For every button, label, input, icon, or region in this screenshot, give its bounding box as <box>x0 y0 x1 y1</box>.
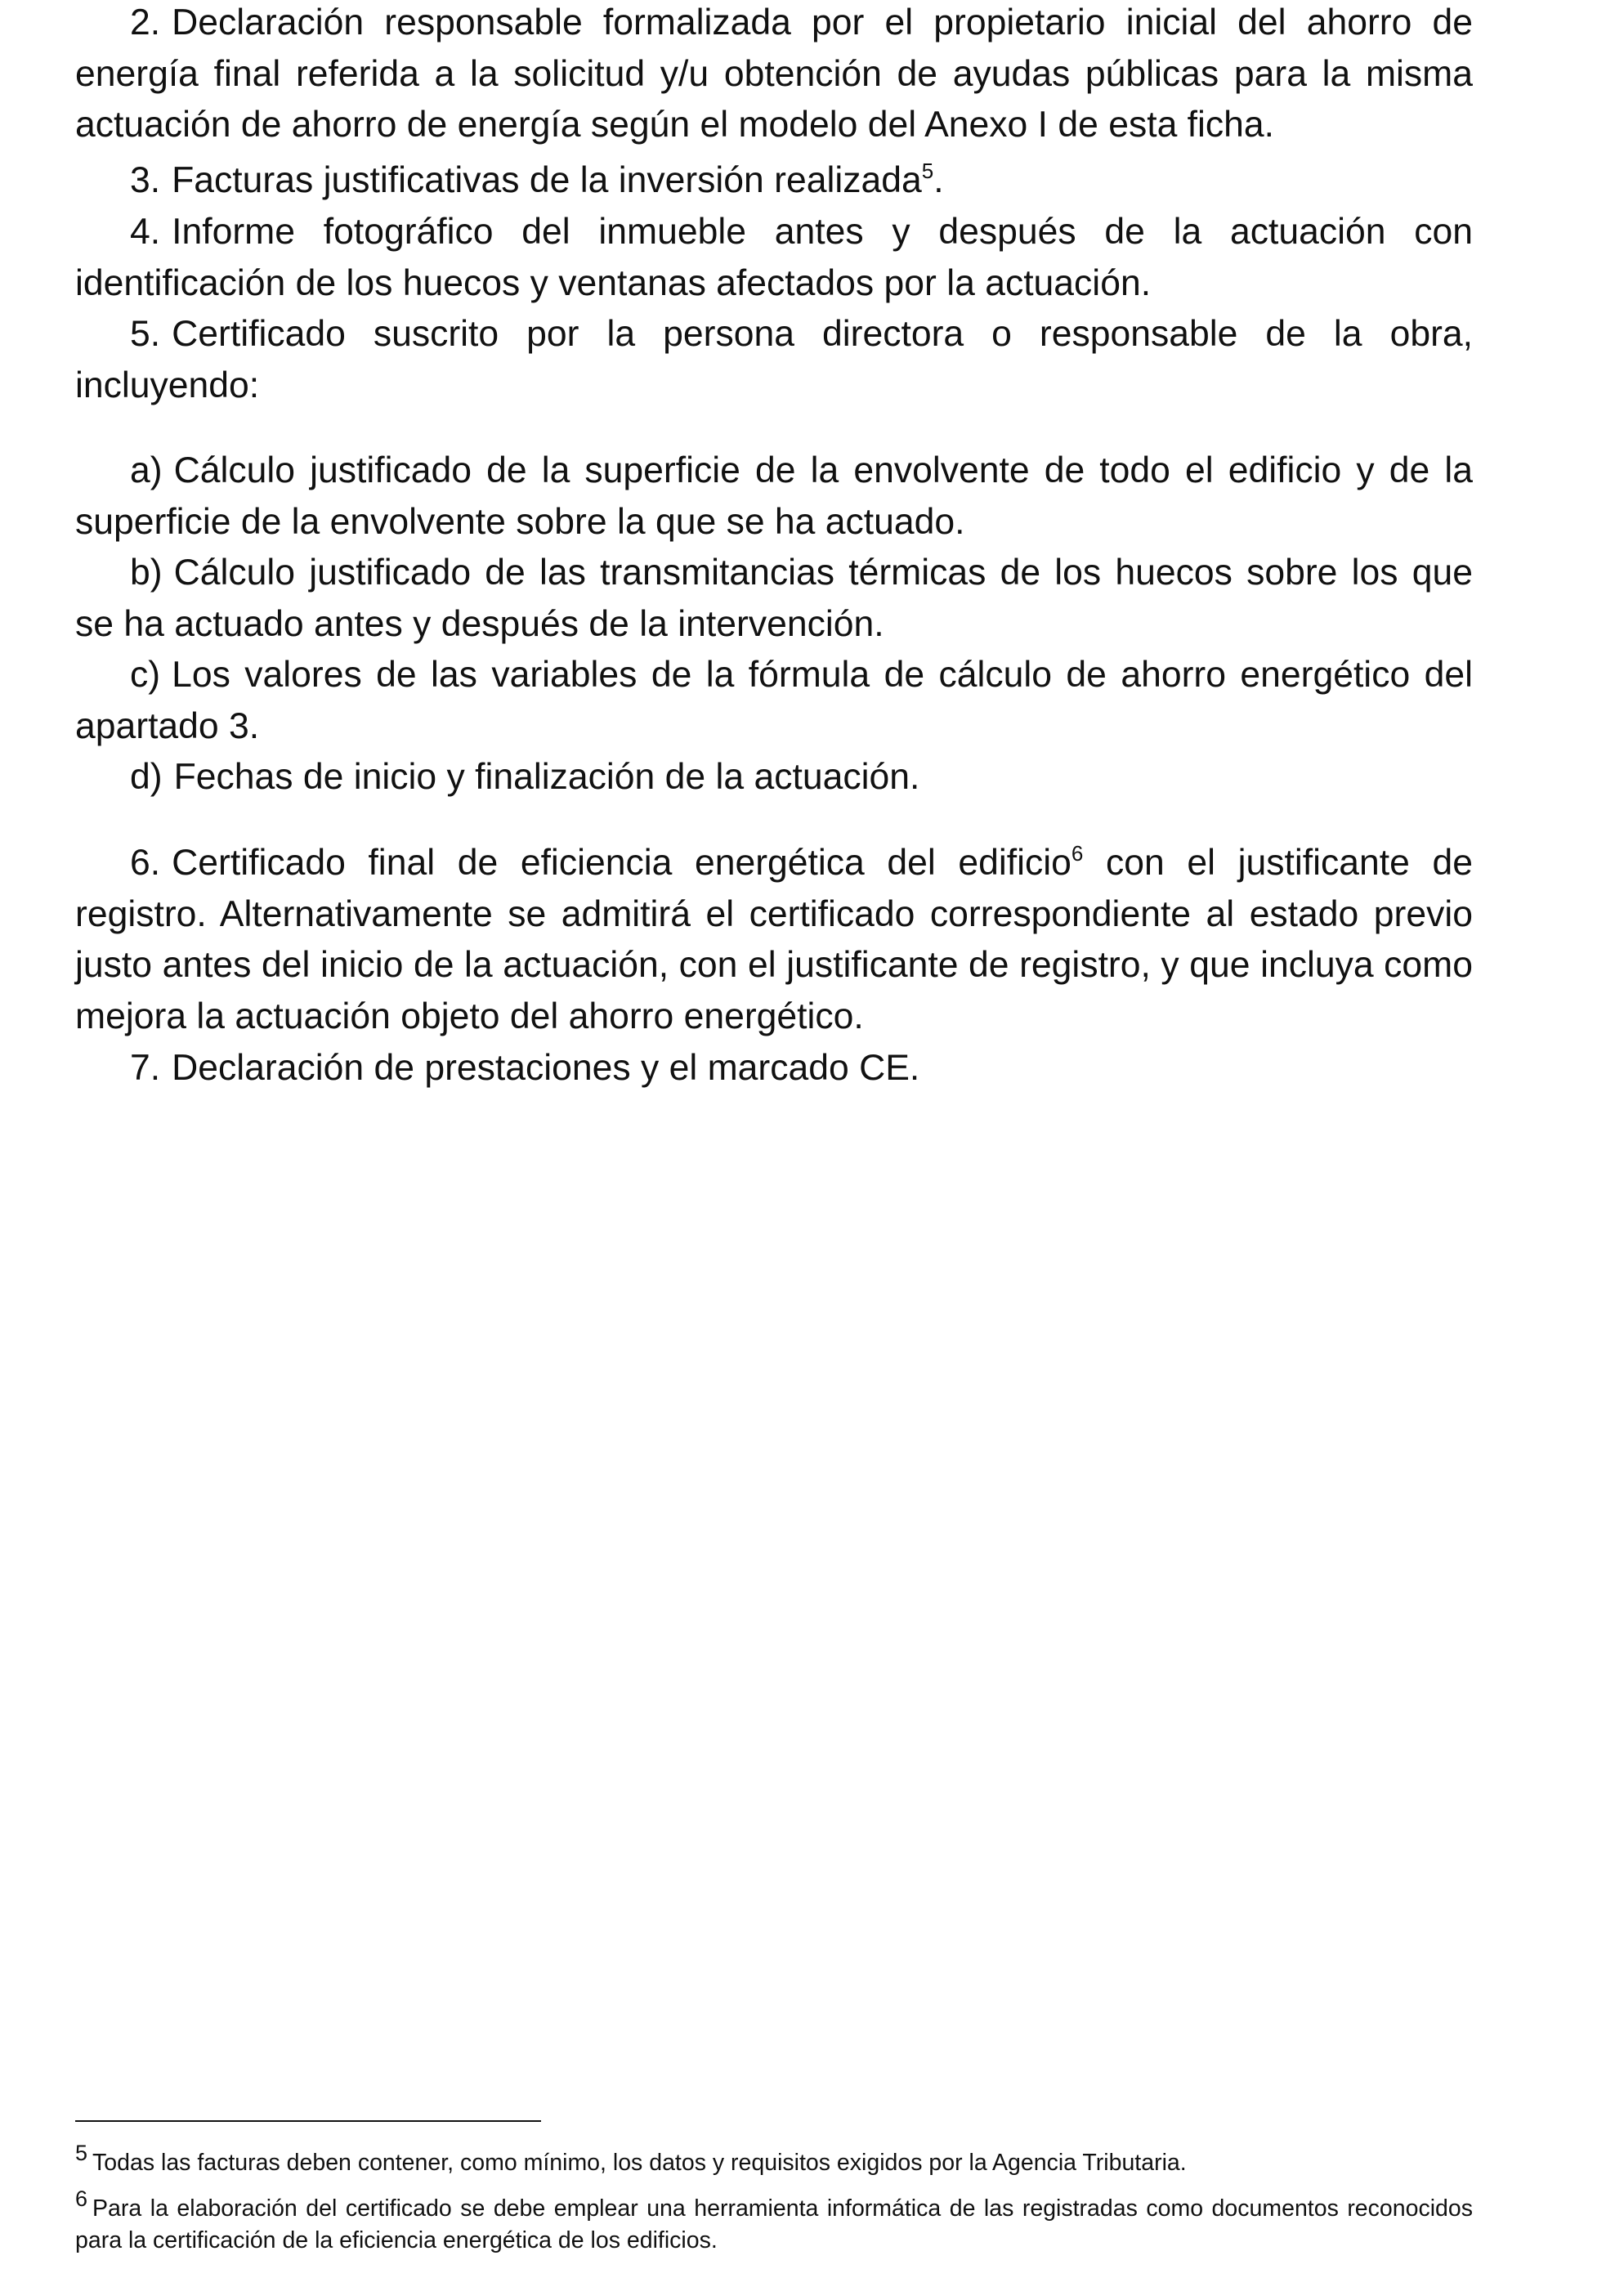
item-text: Declaración de prestaciones y el marcado CE. <box>172 1048 920 1088</box>
sub-item-text: Cálculo justificado de las transmitancias térmicas de los huecos sobre los que se ha actuado antes y después de la intervención. <box>75 553 1473 644</box>
item-text: Certificado final de eficiencia energética del edificio <box>172 843 1071 883</box>
list-item-7 <box>75 1043 1473 1094</box>
item-text: Facturas justificativas de la inversión realizada <box>172 160 922 200</box>
list-item-4 <box>75 207 1473 309</box>
sub-item-a <box>75 445 1473 548</box>
item-text-tail: . <box>933 160 944 200</box>
list-item-3 <box>75 155 1473 207</box>
item-text-continued: con el justificante de registro. Alternativamente se admitirá el certificado correspondiente al estado previo justo antes del inicio de la actuación, con el justificante de registro, y que incluya como mejora la actuación objeto del ahorro energético. <box>75 843 1473 1036</box>
sub-item-letter: d) <box>130 757 163 797</box>
footnote-text: Todas las facturas deben contener, como mínimo, los datos y requisitos exigidos por la Agencia Tributaria. <box>92 2150 1187 2176</box>
item-text: Declaración responsable formalizada por el propietario inicial del ahorro de energía final referida a la solicitud y/u obtención de ayudas públicas para la misma actuación de ahorro de energía según el modelo del Anexo I de esta ficha. <box>75 2 1473 145</box>
item-text: Certificado suscrito por la persona directora o responsable de la obra, incluyendo: <box>75 314 1473 405</box>
item-number: 6. <box>130 843 161 883</box>
footnote-mark: 5 <box>75 2141 88 2165</box>
footnote-separator <box>75 2120 541 2122</box>
item-number: 3. <box>130 160 161 200</box>
item-number: 7. <box>130 1048 161 1088</box>
sub-item-text: Cálculo justificado de la superficie de la envolvente de todo el edificio y de la superficie de la envolvente sobre la que se ha actuado. <box>75 450 1473 542</box>
sub-item-b <box>75 548 1473 650</box>
item-text: Informe fotográfico del inmueble antes y después de la actuación con identificación de los huecos y ventanas afectados por la actuación. <box>75 212 1473 303</box>
item-number: 2. <box>130 2 161 43</box>
list-item-6 <box>75 838 1473 1042</box>
sub-item-d <box>75 752 1473 803</box>
footnote-ref-5[interactable]: 5 <box>921 159 934 183</box>
sub-item-text: Los valores de las variables de la fórmula de cálculo de ahorro energético del apartado 3. <box>75 655 1473 746</box>
sub-item-text: Fechas de inicio y finalización de la actuación. <box>173 757 920 797</box>
list-item-5 <box>75 309 1473 411</box>
footnote-text: Para la elaboración del certificado se debe emplear una herramienta informática de las registradas como documentos reconocidos para la certificación de la eficiencia energética de los edificios. <box>75 2195 1473 2253</box>
item-number: 5. <box>130 314 161 354</box>
footnote-5 <box>75 2141 1473 2179</box>
footnote-ref-6[interactable]: 6 <box>1071 841 1084 866</box>
sub-item-letter: b) <box>130 553 163 593</box>
sub-item-c <box>75 650 1473 752</box>
footnote-mark: 6 <box>75 2186 88 2211</box>
list-item-2 <box>75 0 1473 151</box>
footnote-6 <box>75 2186 1473 2257</box>
sub-item-letter: a) <box>130 450 163 490</box>
sub-item-letter: c) <box>130 655 161 695</box>
item-number: 4. <box>130 212 161 252</box>
